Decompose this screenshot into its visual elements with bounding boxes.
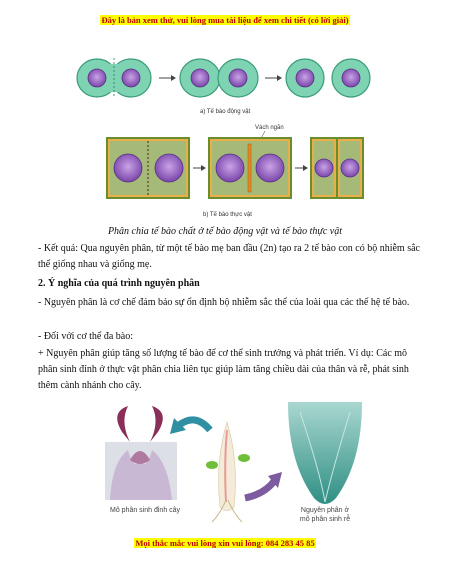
nucleus [256,154,284,182]
plant-cell-stage-2 [209,138,291,198]
arrow-icon [159,75,176,81]
shoot-meristem-label: Mô phân sinh đỉnh cây [110,507,181,514]
preview-banner-text: Đây là bản xem thử, vui lòng mua tài liệu để xem chi tiết (có lời giải) [101,15,349,25]
nucleus [229,69,247,87]
nucleus [155,154,183,182]
shoot-meristem-image [105,406,177,500]
nucleus [122,69,140,87]
figure-caption: Phân chia tế bào chất ở tế bào động vật và tế bào thực vật [107,226,343,237]
growth-paragraph: + Nguyên phân giúp tăng số lượng tế bào để cơ thể sinh trưởng và phát triển. Ví dụ: Các mô phân sinh đỉnh ở thực vật phân chia liên tục giúp làm tăng chiều dài của thân và rễ, phát sinh thêm cành nhánh cho cây. [38,348,409,391]
arrow-icon [265,75,282,81]
contact-banner-text: Mọi thắc mắc vui lòng xin vui lòng: 084 283 45 85 [135,538,315,548]
result-paragraph: - Kết quả: Qua nguyên phân, từ một tế bào mẹ ban đầu (2n) tạo ra 2 tế bào con có bộ nhiễm sắc thể giống nhau và giống mẹ. [38,243,420,270]
root-meristem-image [288,402,362,504]
nucleus [342,69,360,87]
animal-cell-stage-3 [286,59,370,97]
leaf-icon [206,461,218,469]
plant-cell-division-figure [105,120,365,220]
root-meristem-label-1: Nguyên phân ở [300,507,350,514]
figure-a-label: a) Tế bào động vật [200,109,251,115]
arrow-icon [245,480,275,498]
arrow-icon [295,165,308,171]
arrow-icon [193,165,206,171]
nucleus [315,159,333,177]
preview-banner [0,15,450,25]
root-meristem-label-2: mô phân sinh rễ [299,516,351,523]
nucleus [88,69,106,87]
nucleus [341,159,359,177]
animal-cell-division-figure [75,52,380,118]
meristem-illustration [100,402,370,530]
animal-cell-stage-2 [180,59,258,97]
nucleus [216,154,244,182]
seedling-image [206,422,250,522]
plant-cell-stage-3 [311,138,363,198]
section-heading: 2. Ý nghĩa của quá trình nguyên phân [38,278,200,289]
wall-label: Vách ngăn [255,125,284,131]
nucleus [296,69,314,87]
nucleus [114,154,142,182]
meaning-paragraph: - Nguyên phân là cơ chế đảm bảo sự ổn định bộ nhiễm sắc thể của loài qua các thế hệ tế bào. [38,297,410,308]
plant-cell-stage-1 [107,138,189,198]
nucleus [191,69,209,87]
multicell-paragraph: - Đối với cơ thể đa bào: [38,331,133,342]
animal-cell-stage-1 [77,58,151,98]
contact-banner [0,538,450,548]
figure-b-label: b) Tế bào thực vật [203,212,252,218]
leaf-icon [238,454,250,462]
